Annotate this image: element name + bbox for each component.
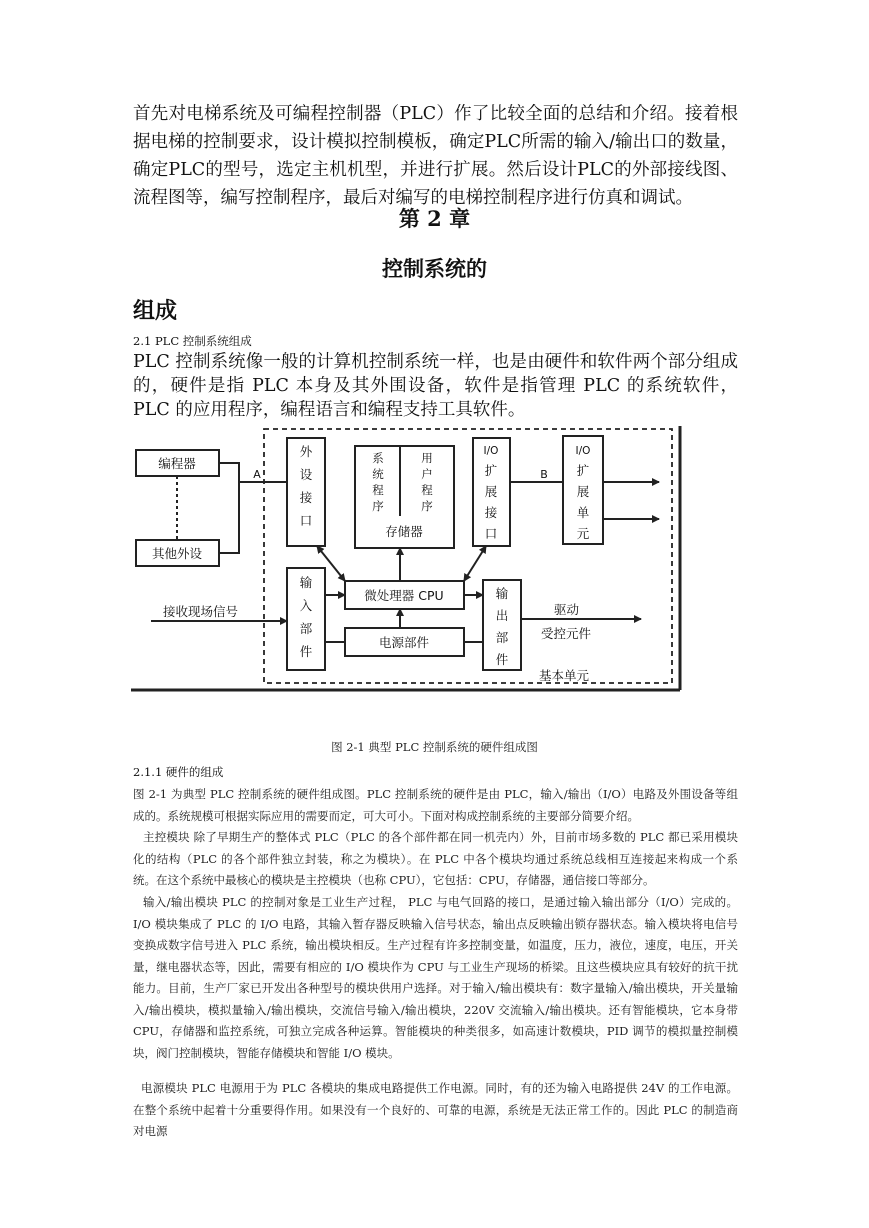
field-signal-label: 接收现场信号 — [163, 604, 239, 619]
output-unit-char-1: 输 — [495, 586, 509, 601]
input-unit-char-1: 输 — [299, 575, 313, 590]
peripheral-interface-char-3: 接 — [299, 490, 313, 505]
plc-hardware-diagram — [131, 424, 683, 696]
chapter-number: 第 2 章 — [398, 206, 471, 231]
io-interface-char-5: 口 — [484, 526, 498, 541]
io-interface-char-4: 接 — [484, 505, 498, 520]
system-program-char-1: 系 — [372, 451, 384, 465]
io-interface-char-2: 扩 — [484, 463, 498, 478]
io-interface-char-1: I/O — [483, 445, 499, 457]
paragraph-io-module: 输入/输出模块 PLC 的控制对象是工业生产过程， PLC 与电气回路的接口，是通过输入输出部分（I/O）完成的。I/O 模块集成了 PLC 的 I/O 电路，其输入暂存器反映输入信号状态，输出点反映输出锁存器状态。输入模块将电信号变换成数字信号进入 PLC 系统，输出模块相反。生产过程有许多控制变量，如温度，压力，液位，速度，电压，开关量，继电器状态等，因此，需要有相应的 I/O 模块作为 CPU 与工业生产现场的桥梁。且这些模块应具有较好的抗干扰能力。目前，生产厂家已开发出各种型号的模块供用户选择。对于输入/输出模块有：数字量输入/输出模块，开关量输入/输出模块，模拟量输入/输出模块，交流信号输入/输出模块，220V 交流输入/输出模块。还有智能模块，它本身带 CPU，存储器和监控系统，可独立完成各种运算。智能模块的种类很多，如高速计数模块，PID 调节的模拟量控制模块，阀门控制模块，智能存储模块和智能 I/O 模块。 — [133, 895, 738, 1060]
label-b: B — [540, 468, 548, 481]
label-a: A — [253, 468, 261, 481]
paragraph-power-module: 电源模块 PLC 电源用于为 PLC 各模块的集成电路提供工作电源。同时，有的还为输入电路提供 24V 的工作电源。在整个系统中起着十分重要得作用。如果没有一个良好的、可靠的电源，系统是无法正常工作的。因此 PLC 的制造商对电源 — [133, 1081, 738, 1138]
intro-paragraph: 首先对电梯系统及可编程控制器（PLC）作了比较全面的总结和介绍。接着根据电梯的控制要求，设计模拟控制模板，确定PLC所需的输入/输出口的数量，确定PLC的型号，选定主机机型，并进行扩展。然后设计PLC的外部接线图、流程图等，编写控制程序，最后对编写的电梯控制程序进行仿真和调试。 — [133, 104, 738, 208]
cpu-label: 微处理器 CPU — [364, 588, 444, 603]
section-heading-2-1: 2.1 PLC 控制系统组成 — [133, 334, 252, 348]
peripheral-interface-char-1: 外 — [299, 444, 313, 459]
system-program-char-2: 统 — [372, 467, 384, 481]
controlled-element-label: 受控元件 — [541, 626, 592, 641]
other-peripherals-label: 其他外设 — [151, 546, 203, 561]
output-unit-char-4: 件 — [495, 652, 509, 667]
memory-label: 存储器 — [385, 524, 423, 539]
io-unit-char-1: I/O — [575, 445, 591, 457]
chapter-title: 控制系统的 — [382, 256, 487, 281]
peripheral-interface-char-4: 口 — [299, 513, 313, 528]
io-interface-char-3: 展 — [484, 484, 498, 499]
system-program-char-3: 程 — [372, 483, 384, 497]
input-unit-char-4: 件 — [299, 644, 313, 659]
io-unit-char-2: 扩 — [576, 463, 590, 478]
paragraph-hardware-overview: 图 2-1 为典型 PLC 控制系统的硬件组成图。PLC 控制系统的硬件是由 PLC，输入/输出（I/O）电路及外围设备等组成的。系统规模可根据实际应用的需要而定，可大可小。下面对构成控制系统的主要部分简要介绍。 — [133, 787, 738, 823]
io-unit-char-4: 单 — [576, 505, 590, 520]
user-program-char-4: 序 — [421, 499, 433, 513]
drive-label: 驱动 — [554, 602, 580, 617]
io-unit-char-5: 元 — [576, 526, 590, 541]
section-heading-2-1-1: 2.1.1 硬件的组成 — [133, 765, 224, 779]
user-program-char-1: 用 — [421, 451, 433, 465]
paragraph-main-control-module: 主控模块 除了早期生产的整体式 PLC（PLC 的各个部件都在同一机壳内）外，目前市场多数的 PLC 都已采用模块化的结构（PLC 的各个部件独立封装，称之为模块）。在 PLC 中各个模块均通过系统总线相互连接起来构成一个系统。在这个系统中最核心的模块是主控模块（也称 CPU），它包括：CPU，存储器，通信接口等部分。 — [133, 830, 738, 887]
user-program-char-2: 户 — [421, 467, 433, 481]
user-program-char-3: 程 — [421, 483, 433, 497]
chapter-title-continued: 组成 — [133, 298, 178, 324]
input-unit-char-2: 入 — [299, 598, 313, 613]
figure-caption: 图 2-1 典型 PLC 控制系统的硬件组成图 — [331, 740, 538, 754]
input-unit-char-3: 部 — [299, 621, 313, 636]
programmer-label: 编程器 — [158, 456, 196, 471]
power-unit-label: 电源部件 — [378, 635, 430, 650]
basic-unit-label: 基本单元 — [539, 668, 590, 683]
system-program-char-4: 序 — [372, 499, 384, 513]
io-unit-char-3: 展 — [576, 484, 590, 499]
output-unit-char-3: 部 — [495, 630, 509, 645]
section-2-1-body: PLC 控制系统像一般的计算机控制系统一样，也是由硬件和软件两个部分组成的，硬件是指 PLC 本身及其外围设备，软件是指管理 PLC 的系统软件，PLC 的应用程序，编程语言和编程支持工具软件。 — [133, 352, 738, 420]
peripheral-interface-char-2: 设 — [299, 467, 313, 482]
output-unit-char-2: 出 — [495, 608, 509, 623]
